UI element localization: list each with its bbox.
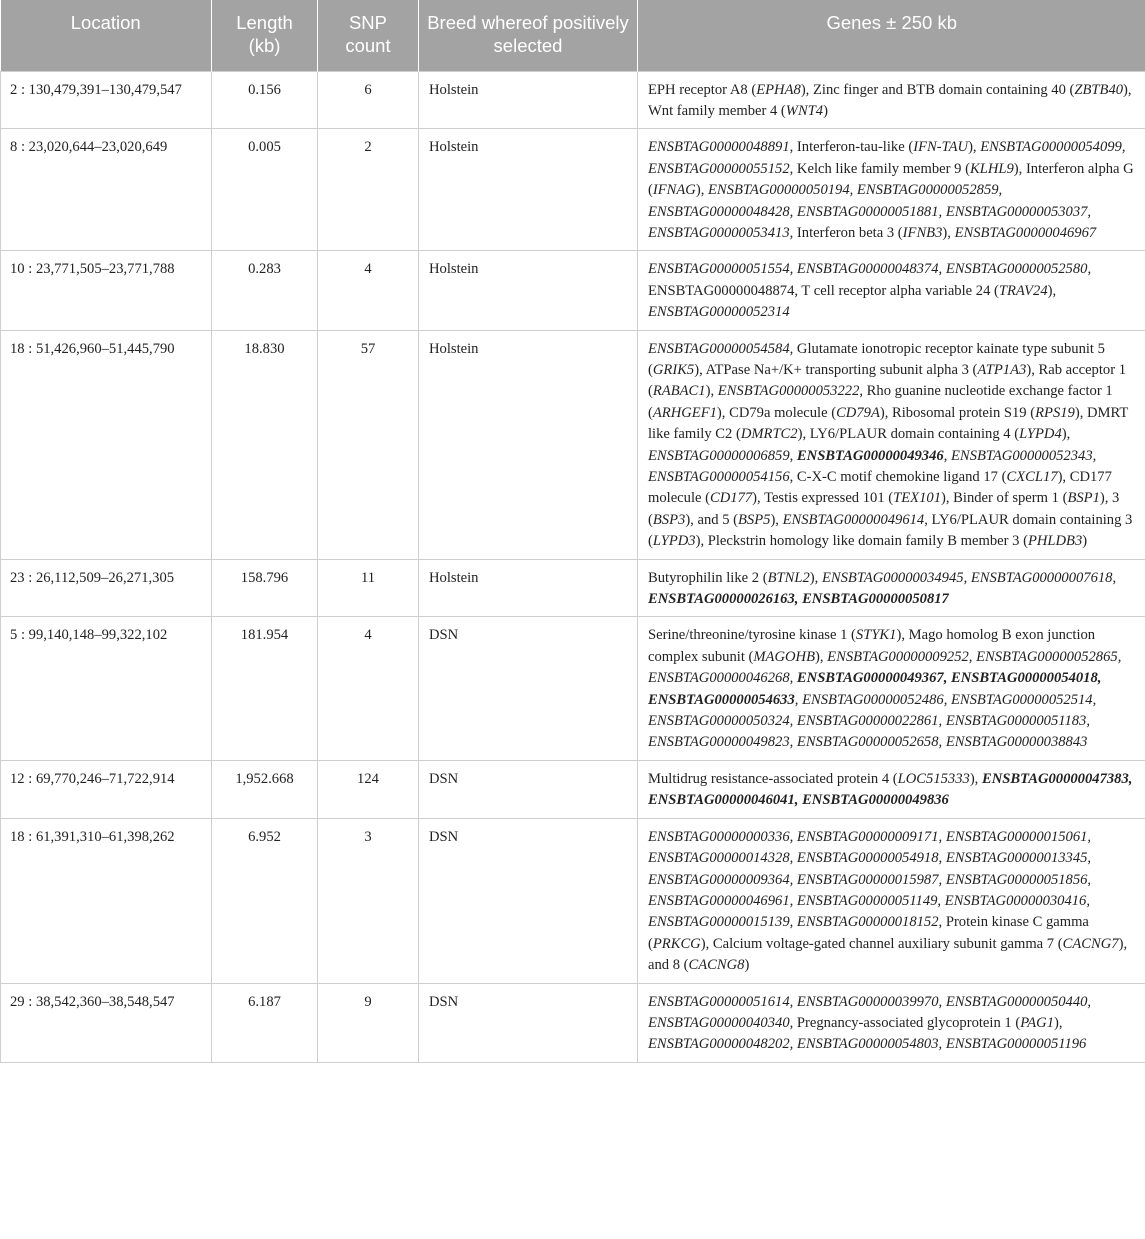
- gene-symbol: ENSBTAG00000006859: [648, 447, 790, 464]
- gene-symbol: ENSBTAG00000051614, ENSBTAG00000039970, ENSBTAG00000050440, ENSBTAG00000040340: [648, 993, 1092, 1031]
- gene-id-highlighted: ENSBTAG00000049367, ENSBTAG00000054018, ENSBTAG00000054633: [648, 670, 1102, 708]
- cell-genes: [638, 71, 1145, 129]
- cell-genes: [638, 617, 1145, 760]
- gene-symbol: RPS19: [1035, 404, 1075, 421]
- gene-description: , Interferon-tau-like (: [789, 139, 914, 156]
- gene-description: ), Pleckstrin homology like domain family B member 3 (: [695, 533, 1028, 550]
- header-breed: Breed whereof positively selected: [419, 0, 638, 71]
- cell-length: 1,952.668: [212, 760, 318, 818]
- cell-breed: Holstein: [419, 330, 638, 559]
- cell-location: 2 : 130,479,391–130,479,547: [1, 71, 212, 129]
- gene-symbol: TRAV24: [998, 282, 1048, 299]
- gene-symbol: ENSBTAG00000050194, ENSBTAG00000052859, ENSBTAG00000048428, ENSBTAG00000051881, ENSBTAG00000053037, ENSBTAG00000053413: [648, 182, 1092, 241]
- gene-symbol: PHLDB3: [1027, 533, 1083, 550]
- gene-description: ), DMRT like family C2 (: [648, 404, 1129, 443]
- gene-symbol: ZBTB40: [1074, 81, 1124, 98]
- gene-description: ), ATPase Na+/K+ transporting subunit alpha 3 (: [694, 361, 978, 378]
- cell-genes: [638, 330, 1145, 559]
- cell-breed: DSN: [419, 983, 638, 1062]
- cell-location: 10 : 23,771,505–23,771,788: [1, 251, 212, 330]
- gene-symbol: LYPD4: [1019, 426, 1062, 443]
- gene-symbol: ENSBTAG00000053222: [717, 383, 860, 400]
- cell-snp-count: 11: [318, 559, 419, 617]
- gene-description: ), CD177 molecule (: [648, 469, 1112, 507]
- gene-description: , Rho guanine nucleotide exchange factor 1 (: [648, 383, 1113, 421]
- gene-description: , LY6/PLAUR domain containing 3 (: [648, 511, 1133, 550]
- cell-genes: [638, 251, 1145, 330]
- gene-description: ),: [695, 182, 709, 199]
- gene-symbol: PAG1: [1020, 1014, 1055, 1031]
- gene-description: , Kelch like family member 9 (: [789, 160, 970, 177]
- header-location: Location: [1, 0, 212, 71]
- cell-location: 23 : 26,112,509–26,271,305: [1, 559, 212, 617]
- gene-symbol: DMRTC2: [740, 426, 798, 443]
- cell-location: 29 : 38,542,360–38,548,547: [1, 983, 212, 1062]
- cell-breed: DSN: [419, 818, 638, 983]
- gene-description: ), Binder of sperm 1 (: [941, 490, 1068, 507]
- gene-symbol: ATP1A3: [977, 361, 1027, 378]
- table-row: [1, 71, 1145, 129]
- gene-description: ), Zinc finger and BTB domain containing 40 (: [800, 81, 1075, 98]
- cell-length: 6.187: [212, 983, 318, 1062]
- gene-symbol: CXCL17: [1006, 469, 1058, 485]
- cell-genes: [638, 559, 1145, 617]
- gene-symbol: STYK1: [855, 627, 897, 644]
- gene-symbol: ENSBTAG00000034945, ENSBTAG00000007618,: [821, 569, 1117, 586]
- table-row: [1, 617, 1145, 760]
- cell-breed: Holstein: [419, 559, 638, 617]
- gene-symbol: RABAC1: [652, 383, 706, 400]
- gene-description: Butyrophilin like 2 (: [648, 569, 768, 586]
- gene-symbol: CD79A: [836, 404, 880, 421]
- gene-description: ),: [968, 139, 981, 156]
- cell-snp-count: 2: [318, 129, 419, 251]
- gene-description: ),: [942, 224, 955, 241]
- cell-snp-count: 6: [318, 71, 419, 129]
- cell-location: 8 : 23,020,644–23,020,649: [1, 129, 212, 251]
- gene-description: ,: [789, 447, 797, 464]
- cell-breed: DSN: [419, 617, 638, 760]
- cell-length: 6.952: [212, 818, 318, 983]
- table-row: [1, 129, 1145, 251]
- gene-description: ), Interferon alpha G (: [648, 160, 1134, 199]
- cell-snp-count: 4: [318, 617, 419, 760]
- cell-location: 5 : 99,140,148–99,322,102: [1, 617, 212, 760]
- gene-description: , Pregnancy-associated glycoprotein 1 (: [789, 1014, 1021, 1031]
- gene-symbol: LOC515333: [897, 770, 970, 787]
- gene-id-highlighted: ENSBTAG00000047383, ENSBTAG00000046041, ENSBTAG00000049836: [648, 770, 1133, 809]
- cell-length: 18.830: [212, 330, 318, 559]
- cell-breed: Holstein: [419, 71, 638, 129]
- gene-symbol: PRKCG: [652, 935, 701, 952]
- gene-description: ),: [815, 648, 828, 665]
- gene-symbol: TEX101: [893, 490, 941, 507]
- cell-breed: Holstein: [419, 251, 638, 330]
- gene-description: , ENSBTAG00000048874, T cell receptor alpha variable 24 (: [648, 261, 1092, 299]
- table-row: [1, 559, 1145, 617]
- gene-description: ),: [770, 511, 783, 528]
- cell-length: 0.283: [212, 251, 318, 330]
- cell-snp-count: 9: [318, 983, 419, 1062]
- gene-description: ,: [943, 447, 951, 464]
- gene-description: ), LY6/PLAUR domain containing 4 (: [797, 426, 1020, 443]
- gene-description: ), Calcium voltage-gated channel auxiliary subunit gamma 7 (: [700, 935, 1063, 952]
- gene-description: ): [744, 957, 750, 974]
- gene-description: ),: [1047, 282, 1057, 299]
- gene-description: ), and 5 (: [685, 511, 738, 528]
- gene-symbol: GRIK5: [652, 361, 695, 378]
- table-row: [1, 330, 1145, 559]
- cell-genes: [638, 129, 1145, 251]
- gene-symbol: CACNG7: [1062, 935, 1119, 952]
- gene-symbol: IFN-TAU: [913, 139, 969, 156]
- gene-description: ), CD79a molecule (: [716, 404, 837, 421]
- table-header: [1, 0, 1145, 71]
- gene-symbol: , ENSBTAG00000052486, ENSBTAG00000052514, ENSBTAG00000050324, ENSBTAG00000022861, ENSBTAG00000051183, ENSBTAG00000049823, ENSBTAG00000052658, ENSBTAG00000038843: [648, 691, 1097, 751]
- gene-description: ), and 8 (: [648, 935, 1128, 974]
- cell-length: 181.954: [212, 617, 318, 760]
- gene-symbol: BSP3: [652, 511, 686, 528]
- gene-description: ),: [1054, 1014, 1063, 1031]
- gene-description: ),: [1061, 426, 1071, 443]
- gene-symbol: ENSBTAG00000052343, ENSBTAG00000054156: [648, 447, 1097, 485]
- gene-description: ), Mago homolog B exon junction complex subunit (: [648, 627, 1096, 665]
- gene-symbol: ENSBTAG00000052314: [648, 304, 790, 321]
- header-row: [1, 0, 1145, 71]
- gene-description: Serine/threonine/tyrosine kinase 1 (: [648, 627, 856, 644]
- gene-symbol: ENSBTAG00000048891: [648, 139, 790, 156]
- cell-length: 158.796: [212, 559, 318, 617]
- cell-location: 18 : 51,426,960–51,445,790: [1, 330, 212, 559]
- gene-symbol: ENSBTAG00000000336, ENSBTAG00000009171, ENSBTAG00000015061, ENSBTAG00000014328, ENSBTAG00000054918, ENSBTAG00000013345, ENSBTAG00000009364, ENSBTAG00000015987, ENSBTAG00000051856, ENSBTAG00000046961, ENSBTAG00000051149, ENSBTAG00000030416, ENSBTAG00000015139, ENSBTAG00000018152: [648, 828, 1092, 931]
- gene-description: ),: [809, 569, 822, 586]
- gene-description: ),: [969, 770, 982, 787]
- gene-symbol: ENSBTAG00000054584: [648, 340, 790, 357]
- cell-snp-count: 4: [318, 251, 419, 330]
- gene-description: , Protein kinase C gamma (: [648, 914, 1089, 952]
- gene-symbol: BTNL2: [767, 569, 810, 586]
- table-row: [1, 251, 1145, 330]
- gene-symbol: IFNB3: [902, 224, 943, 241]
- gene-description: ): [823, 102, 828, 119]
- gene-description: EPH receptor A8 (: [648, 81, 757, 98]
- cell-breed: Holstein: [419, 129, 638, 251]
- gene-symbol: MAGOHB: [753, 648, 815, 665]
- cell-snp-count: 124: [318, 760, 419, 818]
- gene-symbol: ENSBTAG00000054099, ENSBTAG00000055152: [648, 139, 1126, 177]
- gene-symbol: ENSBTAG00000048202, ENSBTAG00000054803, ENSBTAG00000051196: [648, 1036, 1087, 1053]
- gene-description: ), Wnt family member 4 (: [648, 81, 1132, 119]
- gene-description: ), Ribosomal protein S19 (: [879, 404, 1036, 421]
- gene-symbol: ENSBTAG00000046967: [954, 224, 1097, 241]
- cell-location: 18 : 61,391,310–61,398,262: [1, 818, 212, 983]
- gene-symbol: IFNAG: [652, 182, 696, 199]
- header-snp-count: SNP count: [318, 0, 419, 71]
- gene-symbol: BSP1: [1067, 490, 1100, 507]
- table-row: [1, 983, 1145, 1062]
- gene-description: , C-X-C motif chemokine ligand 17 (: [789, 469, 1007, 485]
- gene-symbol: EPHA8: [756, 81, 801, 98]
- cell-length: 0.156: [212, 71, 318, 129]
- gene-symbol: KLHL9: [969, 160, 1014, 177]
- gene-description: , Glutamate ionotropic receptor kainate type subunit 5 (: [648, 340, 1105, 378]
- gene-id-highlighted: ENSBTAG00000049346: [796, 447, 944, 464]
- gene-symbol: ENSBTAG00000049614: [782, 511, 925, 528]
- gene-description: , Interferon beta 3 (: [789, 224, 903, 241]
- gene-description: ),: [705, 383, 718, 400]
- cell-genes: [638, 818, 1145, 983]
- cell-location: 12 : 69,770,246–71,722,914: [1, 760, 212, 818]
- cell-genes: [638, 983, 1145, 1062]
- gene-description: ), Testis expressed 101 (: [752, 490, 894, 507]
- gene-symbol: BSP5: [738, 511, 771, 528]
- table-row: [1, 760, 1145, 818]
- table-row: [1, 818, 1145, 983]
- header-genes: Genes ± 250 kb: [638, 0, 1145, 71]
- gene-description: ), Rab acceptor 1 (: [648, 361, 1127, 400]
- gene-symbol: CACNG8: [688, 957, 745, 974]
- gene-symbol: ENSBTAG00000009252, ENSBTAG00000052865, ENSBTAG00000046268,: [648, 648, 1122, 687]
- cell-breed: DSN: [419, 760, 638, 818]
- gene-symbol: LYPD3: [652, 533, 696, 550]
- header-length: Length (kb): [212, 0, 318, 71]
- cell-snp-count: 57: [318, 330, 419, 559]
- cell-length: 0.005: [212, 129, 318, 251]
- gene-symbol: ARHGEF1: [652, 404, 717, 421]
- gene-symbol: CD177: [710, 490, 753, 507]
- gene-description: Multidrug resistance-associated protein 4 (: [648, 770, 898, 787]
- table-body: [1, 71, 1145, 1062]
- gene-id-highlighted: ENSBTAG00000026163, ENSBTAG00000050817: [648, 591, 949, 608]
- cell-genes: [638, 760, 1145, 818]
- gene-description: ), 3 (: [648, 490, 1120, 528]
- cell-snp-count: 3: [318, 818, 419, 983]
- gene-symbol: ENSBTAG00000051554, ENSBTAG00000048374, ENSBTAG00000052580: [648, 261, 1088, 278]
- gene-description: ): [1082, 533, 1088, 550]
- gene-symbol: WNT4: [785, 102, 824, 119]
